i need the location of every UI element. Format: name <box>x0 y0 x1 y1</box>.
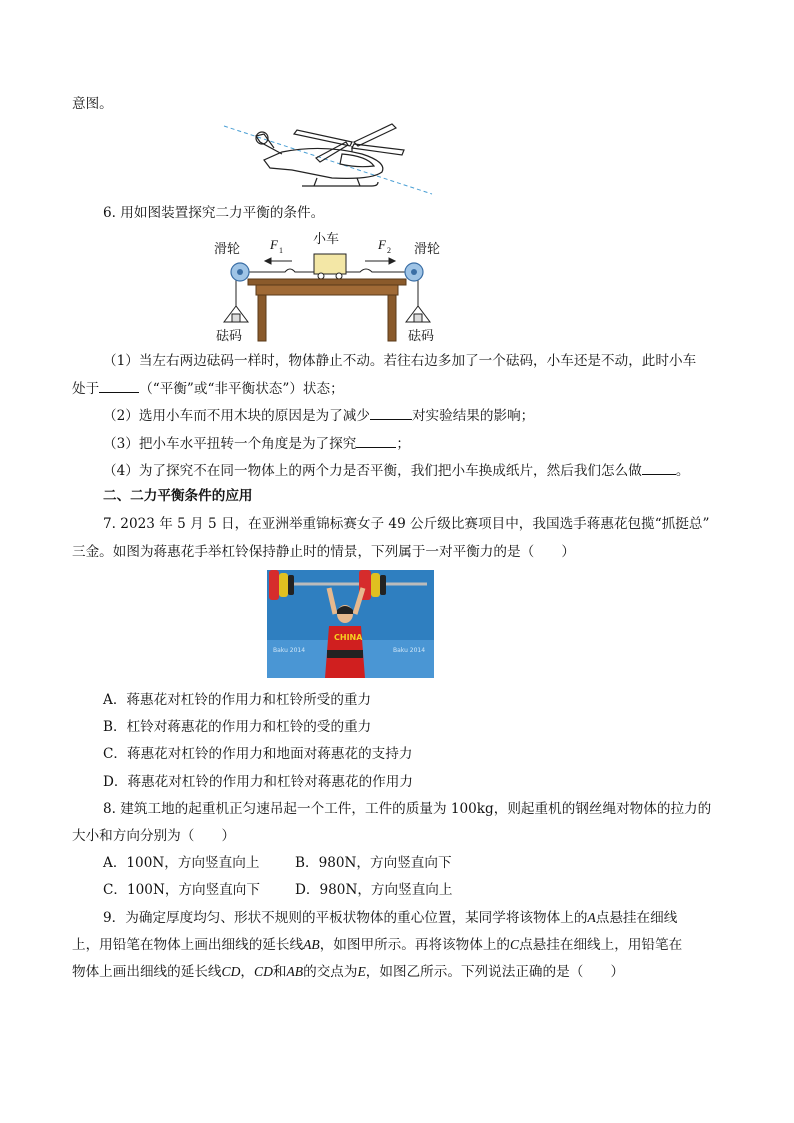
q6-part2-suffix: 对实验结果的影响； <box>411 408 535 424</box>
weightlifter-photo <box>267 570 434 678</box>
q9-text: 上，用铅笔在物体上画出细线的延长线 <box>72 937 304 953</box>
rotor-blade <box>354 124 396 146</box>
q6-part2-blank[interactable] <box>370 407 412 420</box>
car-body <box>314 254 346 274</box>
table-leg <box>388 295 396 341</box>
prev-question-tail: 意图。 <box>72 96 113 112</box>
q9-line-ab: AB <box>286 964 304 979</box>
q6-stem: 6. 用如图装置探究二力平衡的条件。 <box>103 205 325 221</box>
section-2-title: 二、二力平衡条件的应用 <box>103 488 253 504</box>
q9-stem-line3 <box>72 962 624 982</box>
label-pulley-left: 滑轮 <box>214 241 241 256</box>
photo-sign-left: Baku 2014 <box>273 647 306 654</box>
car-wheel <box>336 273 342 279</box>
helicopter-body <box>264 148 383 178</box>
q9-text: ，如图乙所示。下列说法正确的是（ ） <box>365 964 625 980</box>
helicopter-figure <box>222 120 437 198</box>
q6-part2 <box>103 406 534 426</box>
q8-option-a[interactable]: A．100N，方向竖直向上 <box>103 855 260 871</box>
right-weight <box>414 314 422 322</box>
q9-text: ，如图甲所示。再将该物体上的 <box>319 937 511 953</box>
left-string <box>246 269 314 272</box>
skid-strut <box>314 178 317 186</box>
q6-part3-blank[interactable] <box>356 435 396 448</box>
q6-part2-prefix: （2）选用小车而不用木块的原因是为了减少 <box>103 408 370 424</box>
f2-arrowhead <box>389 258 395 264</box>
skid-strut <box>357 178 360 186</box>
q8-stem-line1: 8. 建筑工地的起重机正匀速吊起一个工件，工件的质量为 100kg，则起重机的钢丝绳对物体的拉力的 <box>103 801 712 817</box>
two-force-balance-apparatus <box>210 228 448 346</box>
plate-left <box>279 573 288 597</box>
athlete-belt <box>327 650 363 658</box>
q6-part3-prefix: （3）把小车水平扭转一个角度是为了探究 <box>103 436 357 452</box>
q9-line-cd: CD <box>221 964 241 979</box>
q6-part1-line2 <box>72 379 344 399</box>
q6-part3 <box>103 434 410 454</box>
q7-stem-line2: 三金。如图为蒋惠花手举杠铃保持静止时的情景，下列属于一对平衡力的是（ ） <box>72 544 575 560</box>
car-wheel <box>318 273 324 279</box>
athlete-shirt-text: CHINA <box>334 633 363 642</box>
q6-part1-line1: （1）当左右两边砝码一样时，物体静止不动。若往右边多加了一个砝码，小车还是不动，此时小车 <box>103 353 697 369</box>
q6-part4 <box>103 461 689 481</box>
plate-right <box>380 575 386 595</box>
table-top <box>248 279 406 285</box>
plate-left <box>288 575 294 595</box>
right-pulley-axle <box>411 269 417 275</box>
label-pulley-right: 滑轮 <box>414 241 441 256</box>
table-apron <box>256 285 398 295</box>
q8-option-d[interactable]: D．980N，方向竖直向上 <box>295 882 453 898</box>
q9-text: 和 <box>272 964 287 980</box>
q9-line-ab: AB <box>303 937 320 952</box>
q8-option-b[interactable]: B．980N，方向竖直向下 <box>295 855 452 871</box>
label-f1-sub: 1 <box>279 246 283 255</box>
q6-part3-suffix: ； <box>396 436 410 452</box>
q6-part1-blank[interactable] <box>99 380 139 393</box>
q9-text: 的交点为 <box>303 964 358 980</box>
left-pulley-axle <box>237 269 243 275</box>
q7-stem-line1: 7. 2023 年 5 月 5 日，在亚洲举重锦标赛女子 49 公斤级比赛项目中，我国选手蒋惠花包揽“抓挺总” <box>103 516 710 532</box>
plate-left <box>269 570 279 600</box>
q7-option-b[interactable]: B．杠铃对蒋惠花的作用力和杠铃的受的重力 <box>103 719 372 735</box>
q9-stem-line1 <box>103 908 677 928</box>
label-weight-right: 砝码 <box>408 328 435 343</box>
left-weight <box>232 314 240 322</box>
plate-right <box>371 573 380 597</box>
label-f1: F <box>270 237 278 252</box>
q7-option-d[interactable]: D．蒋惠花对杠铃的作用力和杠铃对蒋惠花的作用力 <box>103 774 413 790</box>
q9-text: ， <box>240 964 255 980</box>
q9-point-c: C <box>510 937 520 952</box>
right-string <box>346 269 408 272</box>
q6-part4-prefix: （4）为了探究不在同一物体上的两个力是否平衡，我们把小车换成纸片，然后我们怎么做 <box>103 463 642 479</box>
label-car: 小车 <box>313 231 340 246</box>
q8-option-c[interactable]: C．100N，方向竖直向下 <box>103 882 260 898</box>
skid <box>302 182 378 186</box>
q6-part1-prefix: 处于 <box>72 381 100 397</box>
q6-part4-blank[interactable] <box>642 462 676 475</box>
table-leg <box>258 295 266 341</box>
label-f2: F <box>378 237 386 252</box>
q9-text: 9．为确定厚度均匀、形状不规则的平板状物体的重心位置，某同学将该物体上的 <box>103 910 588 926</box>
f1-arrowhead <box>265 258 271 264</box>
q7-option-c[interactable]: C．蒋惠花对杠铃的作用力和地面对蒋惠花的支持力 <box>103 746 413 762</box>
q6-part4-suffix: 。 <box>675 463 690 479</box>
q6-part1-suffix: （“平衡”或“非平衡状态”）状态； <box>139 381 344 397</box>
q8-stem-line2: 大小和方向分别为（ ） <box>72 828 236 844</box>
q9-point-e: E <box>357 964 366 979</box>
q7-option-a[interactable]: A．蒋惠花对杠铃的作用力和杠铃所受的重力 <box>103 692 372 708</box>
label-weight-left: 砝码 <box>216 328 243 343</box>
q9-text: 物体上画出细线的延长线 <box>72 964 222 980</box>
q9-text: 点悬挂在细线上，用铅笔在 <box>519 937 683 953</box>
label-f2-sub: 2 <box>387 246 391 255</box>
q9-point-a: A <box>587 910 596 925</box>
q9-text: 点悬挂在细线 <box>595 910 678 926</box>
q9-stem-line2 <box>72 935 682 955</box>
photo-sign-right: Baku 2014 <box>393 647 426 654</box>
q9-line-cd: CD <box>254 964 273 979</box>
